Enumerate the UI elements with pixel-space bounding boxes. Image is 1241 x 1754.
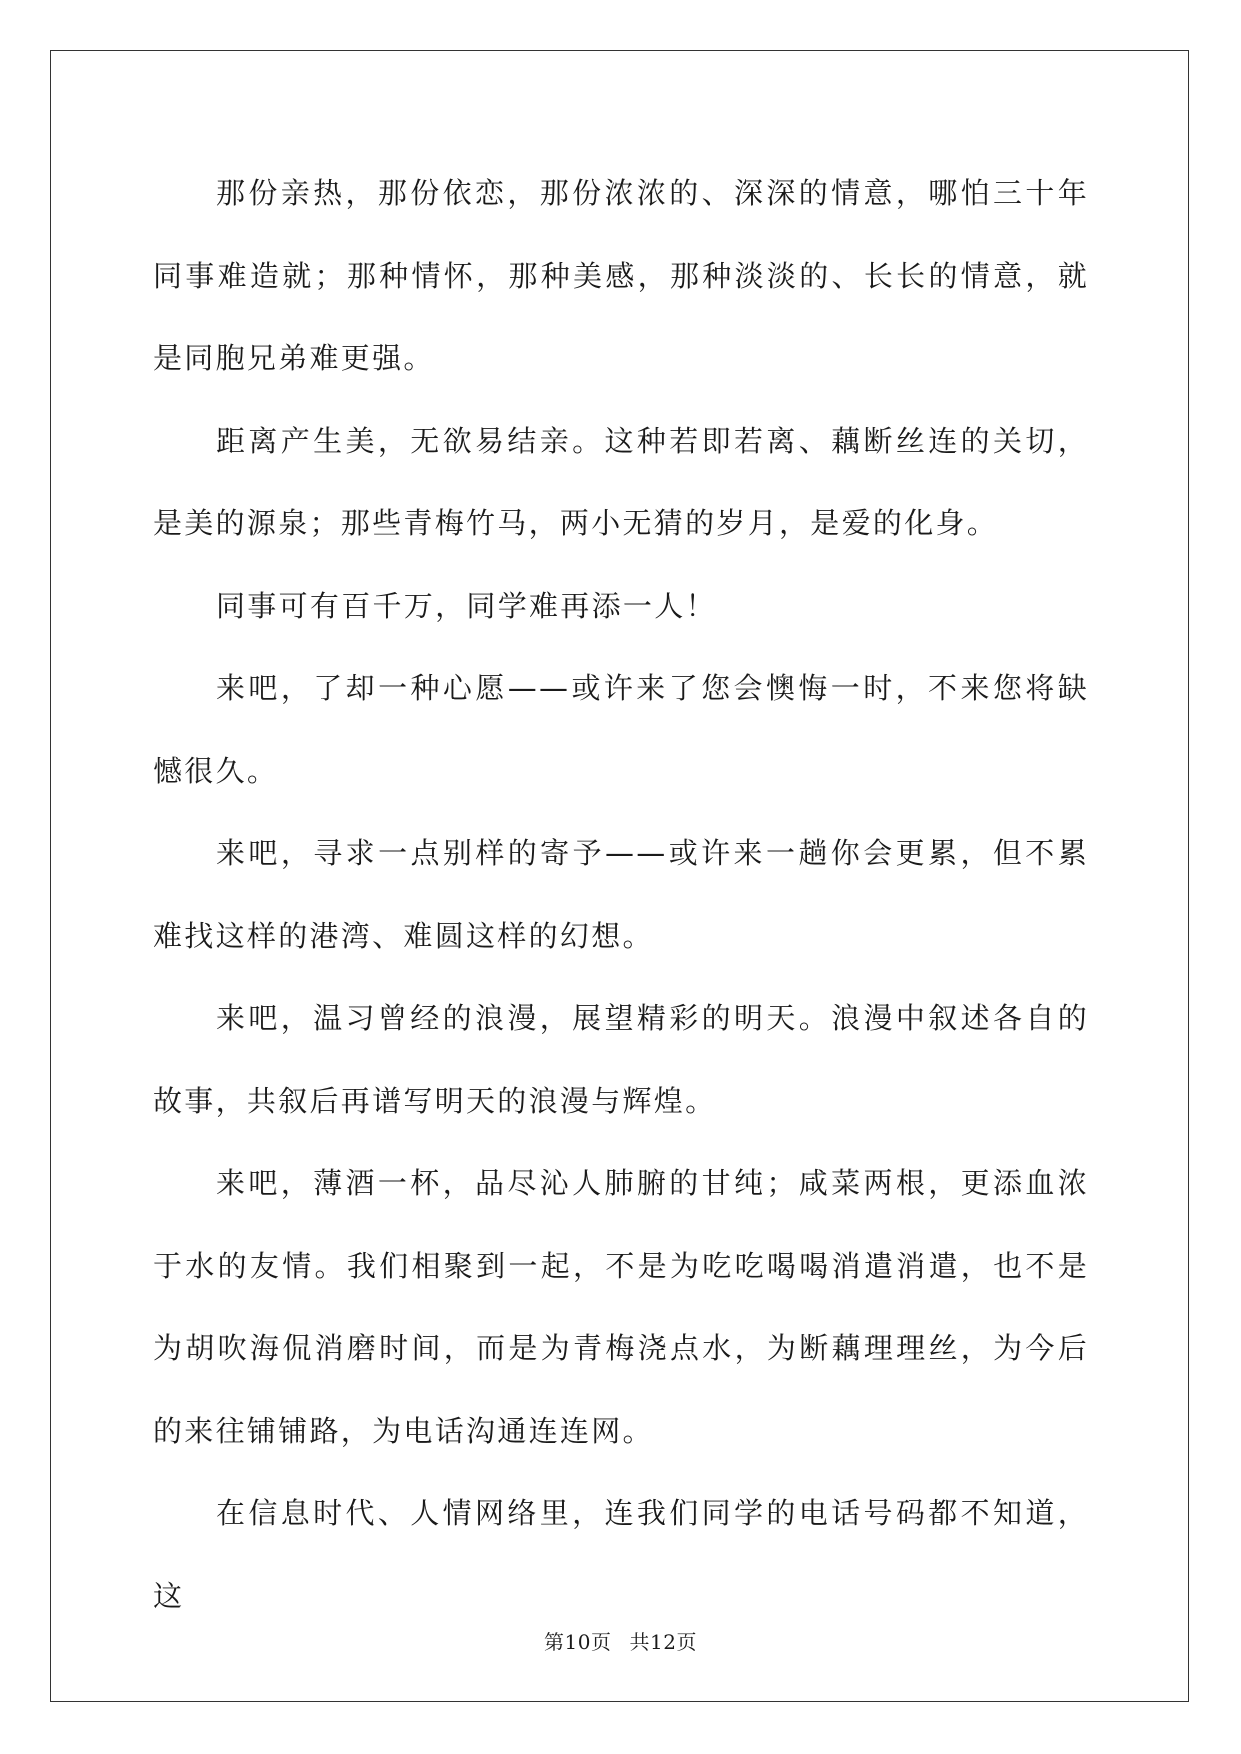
paragraph-1: 那份亲热，那份依恋，那份浓浓的、深深的情意，哪怕三十年同事难造就；那种情怀，那种美感，那种淡淡的、长长的情意，就是同胞兄弟难更强。 xyxy=(153,176,1089,375)
paragraph-3: 同事可有百千万，同学难再添一人！ xyxy=(216,588,717,623)
page-footer xyxy=(0,1626,1241,1655)
total-page-count: 共12页 xyxy=(629,1630,697,1654)
paragraph-7: 来吧，薄酒一杯，品尽沁人肺腑的甘纯；咸菜两根，更添血浓于水的友情。我们相聚到一起，不是为吃吃喝喝消遣消遣，也不是为胡吹海侃消磨时间，而是为青梅浇点水，为断藕理理丝，为今后的来往铺铺路，为电话沟通连连网。 xyxy=(153,1166,1089,1448)
paragraph-6: 来吧，温习曾经的浪漫，展望精彩的明天。浪漫中叙述各自的故事，共叙后再谱写明天的浪漫与辉煌。 xyxy=(153,1001,1089,1118)
document-body xyxy=(153,152,1089,1637)
current-page-number: 第10页 xyxy=(544,1630,612,1654)
paragraph-8: 在信息时代、人情网络里，连我们同学的电话号码都不知道，这 xyxy=(153,1496,1089,1613)
paragraph-2: 距离产生美，无欲易结亲。这种若即若离、藕断丝连的关切，是美的源泉；那些青梅竹马，两小无猜的岁月，是爱的化身。 xyxy=(153,423,1089,540)
paragraph-4: 来吧，了却一种心愿——或许来了您会懊悔一时，不来您将缺憾很久。 xyxy=(153,671,1089,788)
paragraph-5: 来吧，寻求一点别样的寄予——或许来一趟你会更累，但不累难找这样的港湾、难圆这样的幻想。 xyxy=(153,836,1089,953)
